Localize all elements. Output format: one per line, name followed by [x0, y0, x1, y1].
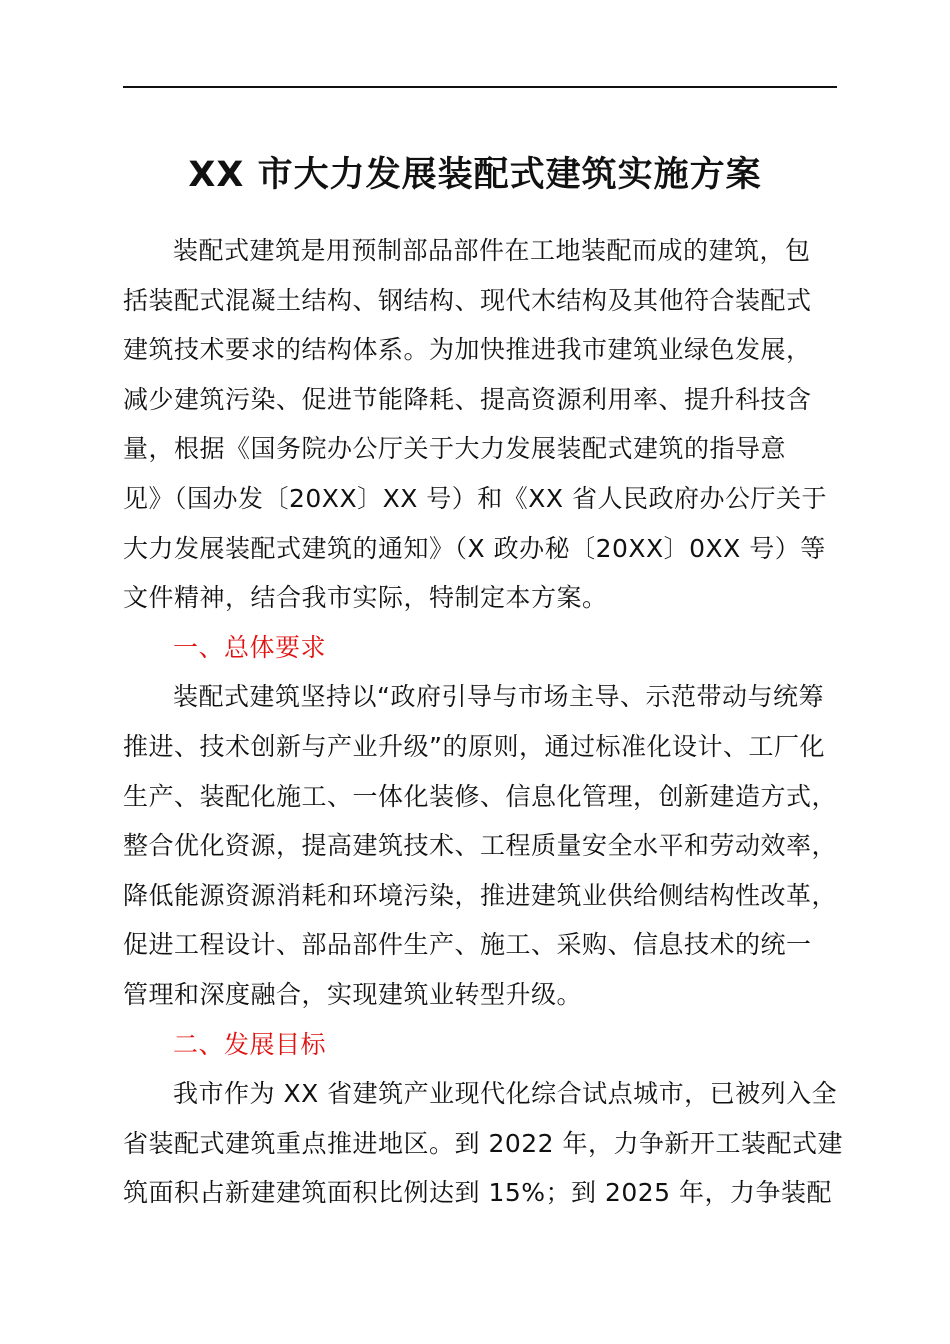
text-line: 整合优化资源，提高建筑技术、工程质量安全水平和劳动效率， — [123, 831, 838, 861]
text-line: 括装配式混凝土结构、钢结构、现代木结构及其他符合装配式 — [123, 285, 812, 315]
document-body — [123, 226, 844, 1218]
paragraph-intro — [123, 226, 839, 623]
text-line: 促进工程设计、部品部件生产、施工、采购、信息技术的统一 — [123, 930, 812, 960]
text-line: 见》（国办发〔20XX〕XX 号）和《XX 省人民政府办公厅关于 — [123, 483, 827, 513]
text-line: 建筑技术要求的结构体系。为加快推进我市建筑业绿色发展， — [123, 335, 812, 365]
paragraph-overall-requirements — [123, 672, 839, 1019]
text-line: 文件精神，结合我市实际，特制定本方案。 — [123, 583, 608, 613]
text-line: 大力发展装配式建筑的通知》（X 政办秘〔20XX〕0XX 号）等 — [123, 533, 826, 563]
text-line: 筑面积占新建建筑面积比例达到 15%；到 2025 年，力争装配 — [123, 1178, 833, 1208]
text-line: 管理和深度融合，实现建筑业转型升级。 — [123, 979, 583, 1009]
text-line: 降低能源资源消耗和环境污染，推进建筑业供给侧结构性改革， — [123, 880, 838, 910]
text-line: 减少建筑污染、促进节能降耗、提高资源利用率、提升科技含 — [123, 384, 812, 414]
text-line: 我市作为 XX 省建筑产业现代化综合试点城市，已被列入全 — [173, 1079, 838, 1109]
header-rule — [123, 86, 837, 88]
text-line: 装配式建筑是用预制部品部件在工地装配而成的建筑，包 — [173, 236, 811, 265]
document-title: XX 市大力发展装配式建筑实施方案 — [188, 155, 762, 195]
paragraph-development-goals — [123, 1069, 844, 1218]
section-heading-overall-requirements: 一、总体要求 — [173, 632, 327, 662]
text-line: 装配式建筑坚持以“政府引导与市场主导、示范带动与统筹 — [173, 682, 824, 712]
section-heading-development-goals: 二、发展目标 — [173, 1029, 327, 1059]
text-line: 省装配式建筑重点推进地区。到 2022 年，力争新开工装配式建 — [123, 1128, 844, 1158]
text-line: 推进、技术创新与产业升级”的原则，通过标准化设计、工厂化 — [123, 731, 825, 761]
text-line: 生产、装配化施工、一体化装修、信息化管理，创新建造方式， — [123, 781, 838, 811]
text-line: 量，根据《国务院办公厅关于大力发展装配式建筑的指导意 — [123, 434, 787, 464]
